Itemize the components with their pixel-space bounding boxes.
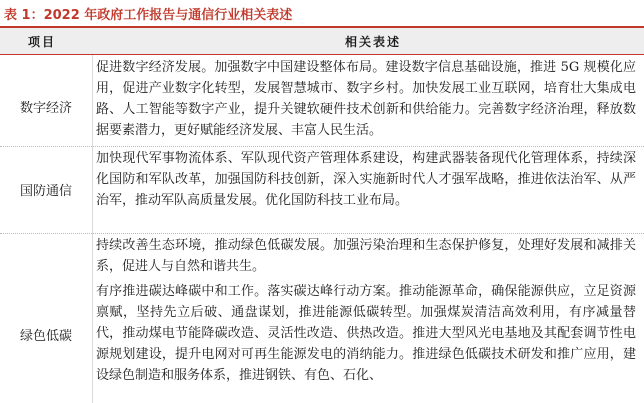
row-text-green-paragraph-1: 持续改善生态环境，推动绿色低碳发展。加强污染治理和生态保护修复，处理好发展和减排关系，促进人与自然和谐共生。 bbox=[96, 238, 636, 274]
row-label-digital-economy: 数字经济 bbox=[19, 101, 72, 116]
table-caption: 表 1：2022 年政府工作报告与通信行业相关表述 bbox=[4, 8, 293, 23]
header-rule bbox=[0, 54, 644, 55]
header-item: 项目 bbox=[28, 35, 57, 49]
row-text-green-paragraph-2: 有序推进碳达峰碳中和工作。落实碳达峰行动方案。推动能源革命，确保能源供应，立足资源禀赋，坚持先立后破、通盘谋划，推进能源低碳转型。加强煤炭清洁高效利用，有序减量替代，推动煤电节能降碳改造、灵活性改造、供热改造。推进大型风光电基地及其配套调节性电源规划建设，提升电网对可再生能源发电的消纳能力。推进绿色低碳技术研发和推广应用，建设绿色制造和服务体系，推进钢铁、有色、石化、 bbox=[96, 284, 636, 383]
header-description: 相关表述 bbox=[345, 35, 402, 49]
row-text-defense-communication: 加快现代军事物流体系、军队现代资产管理体系建设，构建武器装备现代化管理体系，持续深化国防和军队改革，加强国防科技创新，深入实施新时代人才强军战略，推进依法治军、从严治军，推动军队高质量发展。优化国防科技工业布局。 bbox=[96, 151, 636, 208]
row-label-defense-communication: 国防通信 bbox=[19, 184, 72, 199]
table-header bbox=[0, 28, 644, 54]
row-label-green-low-carbon: 绿色低碳 bbox=[19, 329, 72, 344]
row-separator bbox=[0, 233, 644, 234]
row-separator bbox=[0, 146, 644, 147]
row-text-digital-economy: 促进数字经济发展。加强数字中国建设整体布局。建设数字信息基础设施，推进 5G 规模化应用，促进产业数字化转型，发展智慧城市、数字乡村。加快发展工业互联网，培育壮大集成电路、人工智能等数字产业，提升关键软硬件技术创新和供给能力。完善数字经济治理，释放数据要素潜力，更好赋能经济发展、丰富人民生活。 bbox=[96, 60, 636, 138]
column-divider bbox=[92, 55, 93, 403]
